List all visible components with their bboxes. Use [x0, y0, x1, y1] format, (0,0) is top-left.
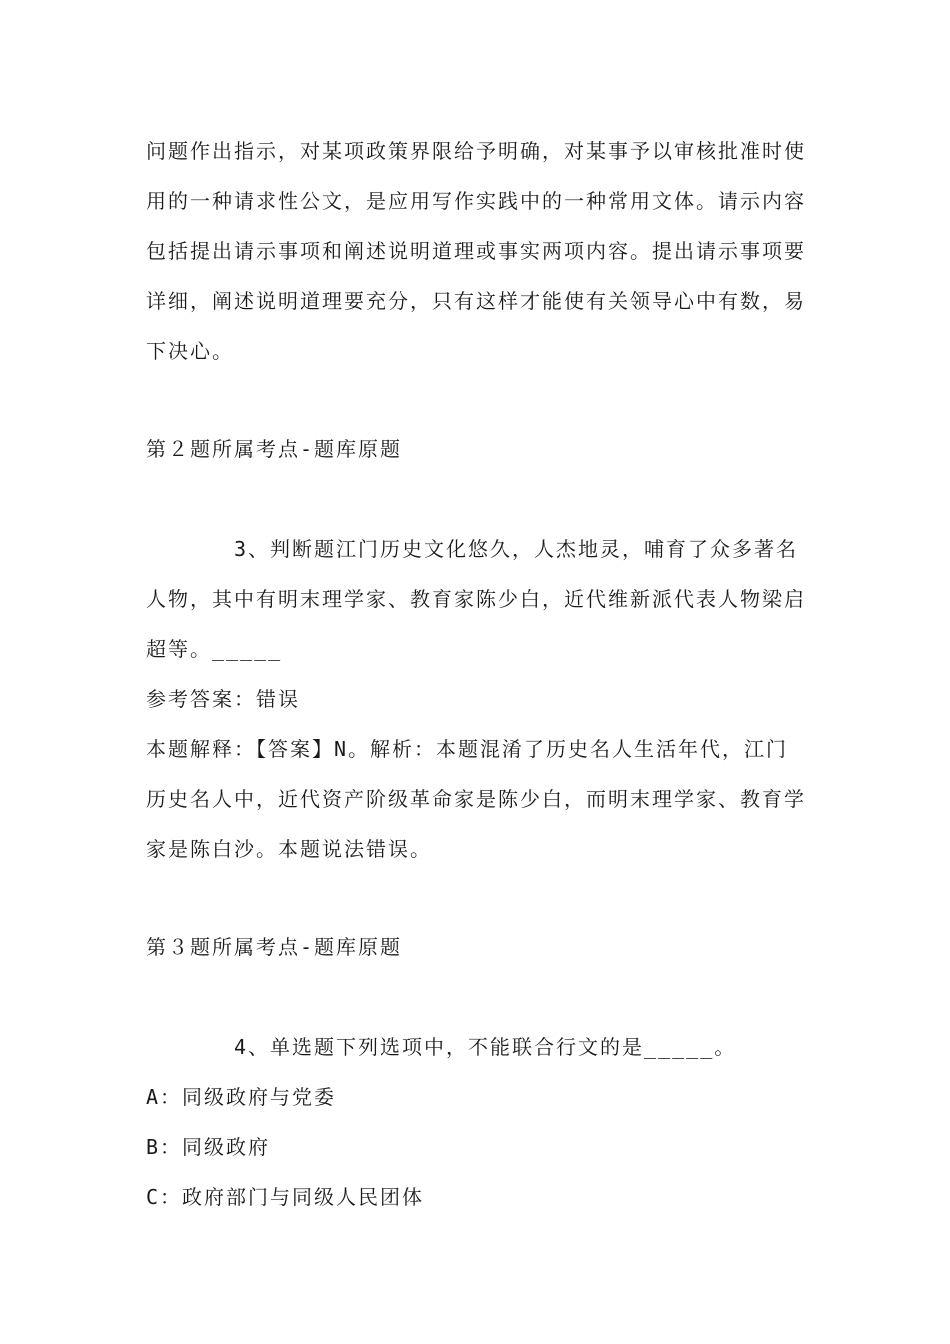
- intro-paragraph: 问题作出指示，对某项政策界限给予明确，对某事予以审核批准时使用的一种请求性公文，是应用写作实践中的一种常用文体。请示内容包括提出请示事项和阐述说明道理或事实两项内容。提出请示事项要详细，阐述说明道理要充分，只有这样才能使有关领导心中有数，易下决心。: [146, 139, 806, 363]
- q4-question-text: 4、单选题下列选项中，不能联合行文的是_____。: [234, 1035, 737, 1059]
- q4-option-a: A：同级政府与党委: [146, 1085, 337, 1109]
- q4-option-c: C：政府部门与同级人民团体: [146, 1185, 425, 1209]
- q3-question-text: 3、判断题江门历史文化悠久，人杰地灵，哺育了众多著名人物，其中有明末理学家、教育家陈少白，近代维新派代表人物梁启超等。_____: [146, 537, 806, 661]
- q4-option-b: B：同级政府: [146, 1135, 271, 1159]
- q3-reference-answer: 参考答案：错误: [146, 687, 300, 711]
- question-3: [146, 524, 810, 874]
- q3-explanation: 本题解释：【答案】N。解析：本题混淆了历史名人生活年代，江门历史名人中，近代资产阶级革命家是陈少白，而明末理学家、教育学家是陈白沙。本题说法错误。: [146, 737, 806, 861]
- q3-footer-section: [146, 922, 810, 972]
- q2-footer-section: [146, 424, 810, 474]
- intro-section: [146, 126, 810, 376]
- q3-topic-label: 第３题所属考点-题库原题: [146, 935, 403, 959]
- q2-topic-label: 第２题所属考点-题库原题: [146, 437, 403, 461]
- question-4: [146, 1022, 810, 1222]
